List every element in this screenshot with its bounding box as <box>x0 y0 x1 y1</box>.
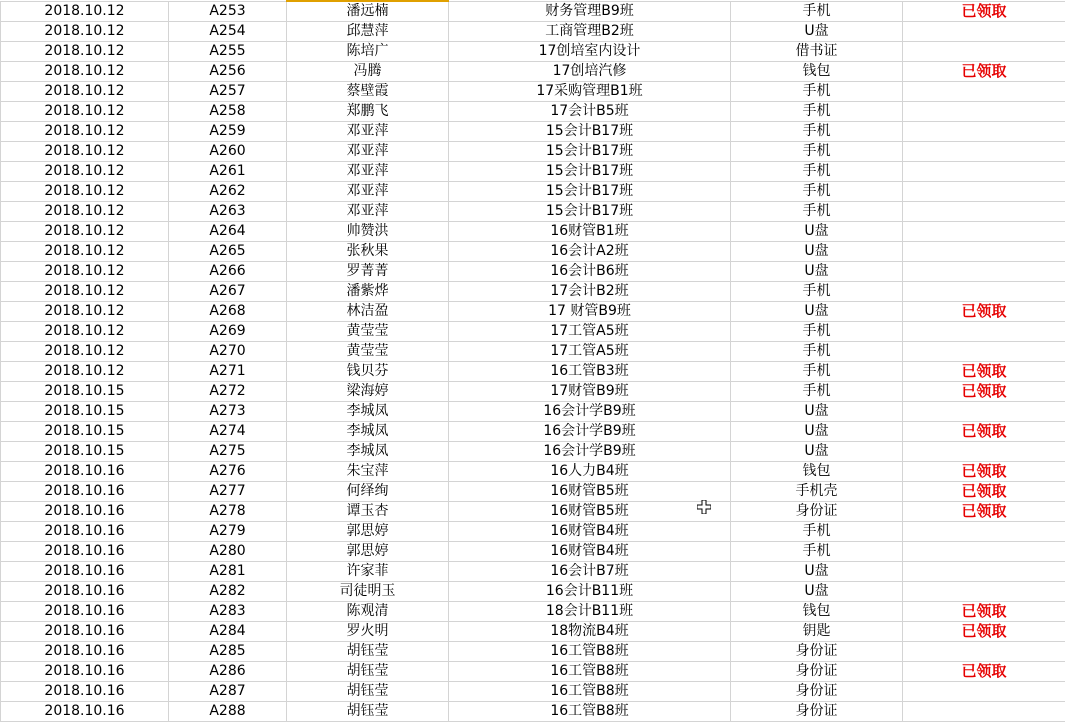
name-cell[interactable]: 陈培广 <box>287 42 449 62</box>
status-cell[interactable] <box>903 242 1065 262</box>
name-cell[interactable]: 李城凤 <box>287 442 449 462</box>
date-cell[interactable]: 2018.10.16 <box>1 562 169 582</box>
date-cell[interactable]: 2018.10.12 <box>1 342 169 362</box>
status-cell[interactable] <box>903 402 1065 422</box>
class-cell[interactable]: 17会计B5班 <box>449 102 731 122</box>
code-cell[interactable]: A254 <box>169 22 287 42</box>
status-cell[interactable] <box>903 102 1065 122</box>
class-cell[interactable]: 16财管B4班 <box>449 522 731 542</box>
date-cell[interactable]: 2018.10.16 <box>1 522 169 542</box>
code-cell[interactable]: A276 <box>169 462 287 482</box>
date-cell[interactable]: 2018.10.16 <box>1 482 169 502</box>
status-cell[interactable] <box>903 222 1065 242</box>
status-cell[interactable] <box>903 162 1065 182</box>
table-row[interactable] <box>1 382 1065 402</box>
table-row[interactable] <box>1 262 1065 282</box>
table-row[interactable] <box>1 202 1065 222</box>
name-cell[interactable]: 李城凤 <box>287 402 449 422</box>
code-cell[interactable]: A270 <box>169 342 287 362</box>
item-cell[interactable]: U盘 <box>731 422 903 442</box>
date-cell[interactable]: 2018.10.16 <box>1 642 169 662</box>
name-cell[interactable]: 邓亚萍 <box>287 122 449 142</box>
table-row[interactable] <box>1 102 1065 122</box>
date-cell[interactable]: 2018.10.12 <box>1 302 169 322</box>
item-cell[interactable]: 钥匙 <box>731 622 903 642</box>
date-cell[interactable]: 2018.10.15 <box>1 442 169 462</box>
class-cell[interactable]: 15会计B17班 <box>449 182 731 202</box>
item-cell[interactable]: 借书证 <box>731 42 903 62</box>
item-cell[interactable]: 手机 <box>731 82 903 102</box>
status-cell[interactable] <box>903 562 1065 582</box>
code-cell[interactable]: A278 <box>169 502 287 522</box>
date-cell[interactable]: 2018.10.12 <box>1 222 169 242</box>
item-cell[interactable]: 钱包 <box>731 602 903 622</box>
name-cell[interactable]: 黄莹莹 <box>287 322 449 342</box>
status-cell[interactable]: 已领取 <box>903 1 1065 22</box>
name-cell[interactable]: 冯腾 <box>287 62 449 82</box>
date-cell[interactable]: 2018.10.12 <box>1 322 169 342</box>
code-cell[interactable]: A255 <box>169 42 287 62</box>
table-row[interactable] <box>1 482 1065 502</box>
date-cell[interactable]: 2018.10.16 <box>1 602 169 622</box>
table-row[interactable] <box>1 662 1065 682</box>
class-cell[interactable]: 16工管B3班 <box>449 362 731 382</box>
table-row[interactable] <box>1 1 1065 22</box>
date-cell[interactable]: 2018.10.12 <box>1 362 169 382</box>
class-cell[interactable]: 18物流B4班 <box>449 622 731 642</box>
item-cell[interactable]: U盘 <box>731 562 903 582</box>
table-row[interactable] <box>1 322 1065 342</box>
code-cell[interactable]: A285 <box>169 642 287 662</box>
date-cell[interactable]: 2018.10.12 <box>1 162 169 182</box>
status-cell[interactable]: 已领取 <box>903 362 1065 382</box>
table-row[interactable] <box>1 342 1065 362</box>
table-row[interactable] <box>1 462 1065 482</box>
code-cell[interactable]: A257 <box>169 82 287 102</box>
code-cell[interactable]: A267 <box>169 282 287 302</box>
name-cell[interactable]: 邓亚萍 <box>287 162 449 182</box>
code-cell[interactable]: A269 <box>169 322 287 342</box>
date-cell[interactable]: 2018.10.15 <box>1 382 169 402</box>
status-cell[interactable] <box>903 542 1065 562</box>
date-cell[interactable]: 2018.10.15 <box>1 422 169 442</box>
class-cell[interactable]: 17创培室内设计 <box>449 42 731 62</box>
date-cell[interactable]: 2018.10.12 <box>1 202 169 222</box>
status-cell[interactable] <box>903 142 1065 162</box>
date-cell[interactable]: 2018.10.16 <box>1 542 169 562</box>
status-cell[interactable] <box>903 342 1065 362</box>
table-row[interactable] <box>1 682 1065 702</box>
name-cell[interactable]: 司徒明玉 <box>287 582 449 602</box>
code-cell[interactable]: A261 <box>169 162 287 182</box>
table-row[interactable] <box>1 22 1065 42</box>
item-cell[interactable]: 手机 <box>731 202 903 222</box>
item-cell[interactable]: U盘 <box>731 442 903 462</box>
item-cell[interactable]: 手机 <box>731 322 903 342</box>
item-cell[interactable]: 身份证 <box>731 662 903 682</box>
code-cell[interactable]: A259 <box>169 122 287 142</box>
class-cell[interactable]: 15会计B17班 <box>449 122 731 142</box>
item-cell[interactable]: 身份证 <box>731 502 903 522</box>
code-cell[interactable]: A260 <box>169 142 287 162</box>
cell-select-cursor-icon <box>697 500 711 514</box>
item-cell[interactable]: 钱包 <box>731 62 903 82</box>
date-cell[interactable]: 2018.10.16 <box>1 662 169 682</box>
date-cell[interactable]: 2018.10.12 <box>1 22 169 42</box>
name-cell[interactable]: 帅赞洪 <box>287 222 449 242</box>
table-row[interactable] <box>1 42 1065 62</box>
code-cell[interactable]: A256 <box>169 62 287 82</box>
code-cell[interactable]: A283 <box>169 602 287 622</box>
date-cell[interactable]: 2018.10.12 <box>1 282 169 302</box>
date-cell[interactable]: 2018.10.12 <box>1 82 169 102</box>
status-cell[interactable]: 已领取 <box>903 502 1065 522</box>
name-cell[interactable]: 郭思婷 <box>287 522 449 542</box>
code-cell[interactable]: A263 <box>169 202 287 222</box>
date-cell[interactable]: 2018.10.16 <box>1 682 169 702</box>
code-cell[interactable]: A266 <box>169 262 287 282</box>
name-cell[interactable]: 胡钰莹 <box>287 702 449 722</box>
name-cell[interactable]: 邓亚萍 <box>287 202 449 222</box>
status-cell[interactable]: 已领取 <box>903 302 1065 322</box>
name-cell[interactable]: 邓亚萍 <box>287 182 449 202</box>
code-cell[interactable]: A277 <box>169 482 287 502</box>
name-cell[interactable]: 朱宝萍 <box>287 462 449 482</box>
name-cell[interactable]: 李城凤 <box>287 422 449 442</box>
code-cell[interactable]: A264 <box>169 222 287 242</box>
name-cell[interactable]: 邓亚萍 <box>287 142 449 162</box>
date-cell[interactable]: 2018.10.12 <box>1 242 169 262</box>
item-cell[interactable]: 手机 <box>731 342 903 362</box>
status-cell[interactable] <box>903 322 1065 342</box>
item-cell[interactable]: 身份证 <box>731 702 903 722</box>
table-row[interactable] <box>1 222 1065 242</box>
date-cell[interactable]: 2018.10.12 <box>1 1 169 22</box>
name-cell[interactable]: 胡钰莹 <box>287 662 449 682</box>
date-cell[interactable]: 2018.10.16 <box>1 622 169 642</box>
class-cell[interactable]: 17创培汽修 <box>449 62 731 82</box>
table-row[interactable] <box>1 122 1065 142</box>
code-cell[interactable]: A253 <box>169 1 287 22</box>
date-cell[interactable]: 2018.10.16 <box>1 582 169 602</box>
name-cell[interactable]: 罗火明 <box>287 622 449 642</box>
status-cell[interactable] <box>903 582 1065 602</box>
name-cell[interactable]: 梁海婷 <box>287 382 449 402</box>
class-cell[interactable]: 17工管A5班 <box>449 342 731 362</box>
item-cell[interactable]: 手机 <box>731 542 903 562</box>
status-cell[interactable]: 已领取 <box>903 462 1065 482</box>
date-cell[interactable]: 2018.10.16 <box>1 702 169 722</box>
name-cell[interactable]: 潘紫烨 <box>287 282 449 302</box>
status-cell[interactable]: 已领取 <box>903 602 1065 622</box>
status-cell[interactable]: 已领取 <box>903 482 1065 502</box>
class-cell[interactable]: 16会计学B9班 <box>449 422 731 442</box>
item-cell[interactable]: 手机 <box>731 162 903 182</box>
table-row[interactable] <box>1 602 1065 622</box>
code-cell[interactable]: A284 <box>169 622 287 642</box>
date-cell[interactable]: 2018.10.12 <box>1 122 169 142</box>
item-cell[interactable]: 手机 <box>731 522 903 542</box>
name-cell[interactable]: 陈观清 <box>287 602 449 622</box>
name-cell[interactable]: 钱贝芬 <box>287 362 449 382</box>
class-cell[interactable]: 17会计B2班 <box>449 282 731 302</box>
name-cell[interactable]: 许家菲 <box>287 562 449 582</box>
status-cell[interactable] <box>903 522 1065 542</box>
item-cell[interactable]: 手机 <box>731 282 903 302</box>
name-cell[interactable]: 胡钰莹 <box>287 682 449 702</box>
item-cell[interactable]: 手机 <box>731 142 903 162</box>
table-row[interactable] <box>1 562 1065 582</box>
code-cell[interactable]: A265 <box>169 242 287 262</box>
date-cell[interactable]: 2018.10.12 <box>1 62 169 82</box>
item-cell[interactable]: 身份证 <box>731 642 903 662</box>
name-cell[interactable]: 郭思婷 <box>287 542 449 562</box>
item-cell[interactable]: U盘 <box>731 22 903 42</box>
table-row[interactable] <box>1 142 1065 162</box>
date-cell[interactable]: 2018.10.12 <box>1 102 169 122</box>
table-row[interactable] <box>1 442 1065 462</box>
status-cell[interactable] <box>903 182 1065 202</box>
class-cell[interactable]: 16会计A2班 <box>449 242 731 262</box>
status-cell[interactable]: 已领取 <box>903 382 1065 402</box>
name-cell[interactable]: 胡钰莹 <box>287 642 449 662</box>
date-cell[interactable]: 2018.10.12 <box>1 142 169 162</box>
table-row[interactable] <box>1 62 1065 82</box>
item-cell[interactable]: 手机 <box>731 102 903 122</box>
table-row[interactable] <box>1 542 1065 562</box>
class-cell[interactable]: 16财管B5班 <box>449 502 731 522</box>
table-row[interactable] <box>1 582 1065 602</box>
status-cell[interactable]: 已领取 <box>903 622 1065 642</box>
name-cell[interactable]: 罗菁菁 <box>287 262 449 282</box>
table-row[interactable] <box>1 242 1065 262</box>
code-cell[interactable]: A272 <box>169 382 287 402</box>
table-row[interactable] <box>1 362 1065 382</box>
status-cell[interactable] <box>903 682 1065 702</box>
class-cell[interactable]: 16财管B4班 <box>449 542 731 562</box>
status-cell[interactable] <box>903 642 1065 662</box>
name-cell[interactable]: 张秋果 <box>287 242 449 262</box>
item-cell[interactable]: U盘 <box>731 302 903 322</box>
class-cell[interactable]: 16会计学B9班 <box>449 402 731 422</box>
class-cell[interactable]: 18会计B11班 <box>449 602 731 622</box>
date-cell[interactable]: 2018.10.12 <box>1 262 169 282</box>
name-cell[interactable]: 蔡壁霞 <box>287 82 449 102</box>
date-cell[interactable]: 2018.10.12 <box>1 42 169 62</box>
item-cell[interactable]: U盘 <box>731 242 903 262</box>
date-cell[interactable]: 2018.10.12 <box>1 182 169 202</box>
class-cell[interactable]: 16工管B8班 <box>449 662 731 682</box>
item-cell[interactable]: 身份证 <box>731 682 903 702</box>
name-cell[interactable]: 林洁盈 <box>287 302 449 322</box>
class-cell[interactable]: 17 财管B9班 <box>449 302 731 322</box>
code-cell[interactable]: A287 <box>169 682 287 702</box>
name-cell[interactable]: 潘远楠 <box>287 1 449 22</box>
code-cell[interactable]: A268 <box>169 302 287 322</box>
class-cell[interactable]: 15会计B17班 <box>449 162 731 182</box>
class-cell[interactable]: 财务管理B9班 <box>449 1 731 22</box>
table-row[interactable] <box>1 302 1065 322</box>
table-row[interactable] <box>1 522 1065 542</box>
status-cell[interactable] <box>903 42 1065 62</box>
table-row[interactable] <box>1 502 1065 522</box>
code-cell[interactable]: A282 <box>169 582 287 602</box>
class-cell[interactable]: 17财管B9班 <box>449 382 731 402</box>
class-cell[interactable]: 17采购管理B1班 <box>449 82 731 102</box>
class-cell[interactable]: 16会计学B9班 <box>449 442 731 462</box>
status-cell[interactable]: 已领取 <box>903 422 1065 442</box>
class-cell[interactable]: 16工管B8班 <box>449 642 731 662</box>
code-cell[interactable]: A281 <box>169 562 287 582</box>
status-cell[interactable] <box>903 702 1065 722</box>
table-row[interactable] <box>1 182 1065 202</box>
date-cell[interactable]: 2018.10.15 <box>1 402 169 422</box>
item-cell[interactable]: U盘 <box>731 402 903 422</box>
class-cell[interactable]: 16会计B6班 <box>449 262 731 282</box>
code-cell[interactable]: A273 <box>169 402 287 422</box>
status-cell[interactable] <box>903 22 1065 42</box>
item-cell[interactable]: 手机 <box>731 362 903 382</box>
item-cell[interactable]: U盘 <box>731 222 903 242</box>
item-cell[interactable]: 手机 <box>731 382 903 402</box>
table-row[interactable] <box>1 162 1065 182</box>
spreadsheet-body <box>1 1 1065 722</box>
item-cell[interactable]: 手机 <box>731 1 903 22</box>
code-cell[interactable]: A262 <box>169 182 287 202</box>
item-cell[interactable]: 钱包 <box>731 462 903 482</box>
class-cell[interactable]: 15会计B17班 <box>449 202 731 222</box>
class-cell[interactable]: 16会计B7班 <box>449 562 731 582</box>
class-cell[interactable]: 17工管A5班 <box>449 322 731 342</box>
item-cell[interactable]: 手机 <box>731 182 903 202</box>
class-cell[interactable]: 16人力B4班 <box>449 462 731 482</box>
table-row[interactable] <box>1 402 1065 422</box>
status-cell[interactable] <box>903 202 1065 222</box>
code-cell[interactable]: A274 <box>169 422 287 442</box>
class-cell[interactable]: 16工管B8班 <box>449 702 731 722</box>
code-cell[interactable]: A271 <box>169 362 287 382</box>
name-cell[interactable]: 黄莹莹 <box>287 342 449 362</box>
code-cell[interactable]: A258 <box>169 102 287 122</box>
table-row[interactable] <box>1 622 1065 642</box>
item-cell[interactable]: U盘 <box>731 262 903 282</box>
table-row[interactable] <box>1 282 1065 302</box>
code-cell[interactable]: A286 <box>169 662 287 682</box>
class-cell[interactable]: 16工管B8班 <box>449 682 731 702</box>
name-cell[interactable]: 邱慧萍 <box>287 22 449 42</box>
status-cell[interactable] <box>903 442 1065 462</box>
status-cell[interactable] <box>903 82 1065 102</box>
status-cell[interactable]: 已领取 <box>903 662 1065 682</box>
status-cell[interactable] <box>903 282 1065 302</box>
date-cell[interactable]: 2018.10.16 <box>1 502 169 522</box>
status-cell[interactable]: 已领取 <box>903 62 1065 82</box>
table-row[interactable] <box>1 82 1065 102</box>
name-cell[interactable]: 郑鹏飞 <box>287 102 449 122</box>
status-cell[interactable] <box>903 262 1065 282</box>
class-cell[interactable]: 工商管理B2班 <box>449 22 731 42</box>
class-cell[interactable]: 15会计B17班 <box>449 142 731 162</box>
item-cell[interactable]: 手机 <box>731 122 903 142</box>
code-cell[interactable]: A275 <box>169 442 287 462</box>
name-cell[interactable]: 何绎绚 <box>287 482 449 502</box>
status-cell[interactable] <box>903 122 1065 142</box>
table-row[interactable] <box>1 422 1065 442</box>
date-cell[interactable]: 2018.10.16 <box>1 462 169 482</box>
item-cell[interactable]: 手机壳 <box>731 482 903 502</box>
class-cell[interactable]: 16财管B1班 <box>449 222 731 242</box>
table-row[interactable] <box>1 702 1065 722</box>
class-cell[interactable]: 16会计B11班 <box>449 582 731 602</box>
code-cell[interactable]: A280 <box>169 542 287 562</box>
code-cell[interactable]: A279 <box>169 522 287 542</box>
class-cell[interactable]: 16财管B5班 <box>449 482 731 502</box>
name-cell[interactable]: 谭玉杏 <box>287 502 449 522</box>
item-cell[interactable]: U盘 <box>731 582 903 602</box>
table-row[interactable] <box>1 642 1065 662</box>
code-cell[interactable]: A288 <box>169 702 287 722</box>
